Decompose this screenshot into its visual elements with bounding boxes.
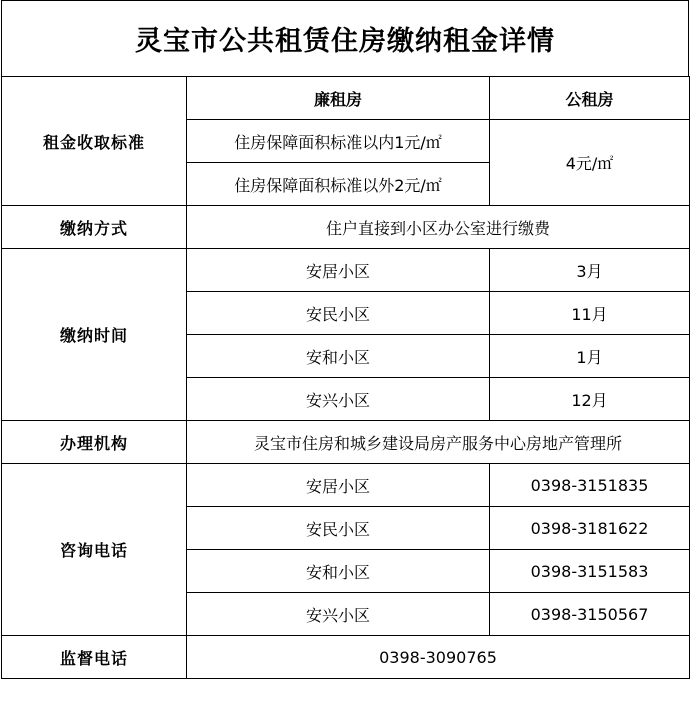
table-row [2, 77, 690, 120]
title-container [1, 0, 689, 76]
hotline-phone: 0398-3151835 [490, 464, 690, 507]
payment-time-month: 3月 [490, 249, 690, 292]
hotline-community: 安和小区 [187, 550, 490, 593]
column-header-public-rent: 公租房 [490, 77, 690, 120]
table-row [2, 464, 690, 507]
rent-details-table [1, 76, 690, 679]
agency-value: 灵宝市住房和城乡建设局房产服务中心房地产管理所 [187, 421, 690, 464]
row-label-supervision: 监督电话 [2, 636, 187, 679]
payment-time-community: 安和小区 [187, 335, 490, 378]
hotline-phone: 0398-3181622 [490, 507, 690, 550]
payment-time-month: 12月 [490, 378, 690, 421]
row-label-hotline: 咨询电话 [2, 464, 187, 636]
standard-public-rate: 4元/㎡ [490, 120, 690, 206]
payment-time-community: 安民小区 [187, 292, 490, 335]
supervision-phone: 0398-3090765 [187, 636, 690, 679]
payment-method-value: 住户直接到小区办公室进行缴费 [187, 206, 690, 249]
row-label-payment-method: 缴纳方式 [2, 206, 187, 249]
hotline-community: 安兴小区 [187, 593, 490, 636]
payment-time-community: 安居小区 [187, 249, 490, 292]
hotline-community: 安居小区 [187, 464, 490, 507]
page-title: 灵宝市公共租赁住房缴纳租金详情 [135, 26, 555, 57]
payment-time-month: 11月 [490, 292, 690, 335]
row-label-standard: 租金收取标准 [2, 77, 187, 206]
column-header-cheap-rent: 廉租房 [187, 77, 490, 120]
row-label-payment-time: 缴纳时间 [2, 249, 187, 421]
standard-cheap-outside: 住房保障面积标准以外2元/㎡ [187, 163, 490, 206]
row-label-agency: 办理机构 [2, 421, 187, 464]
payment-time-month: 1月 [490, 335, 690, 378]
hotline-phone: 0398-3151583 [490, 550, 690, 593]
payment-time-community: 安兴小区 [187, 378, 490, 421]
hotline-community: 安民小区 [187, 507, 490, 550]
table-row [2, 636, 690, 679]
standard-cheap-inside: 住房保障面积标准以内1元/㎡ [187, 120, 490, 163]
table-row [2, 206, 690, 249]
table-row [2, 421, 690, 464]
table-row [2, 249, 690, 292]
hotline-phone: 0398-3150567 [490, 593, 690, 636]
